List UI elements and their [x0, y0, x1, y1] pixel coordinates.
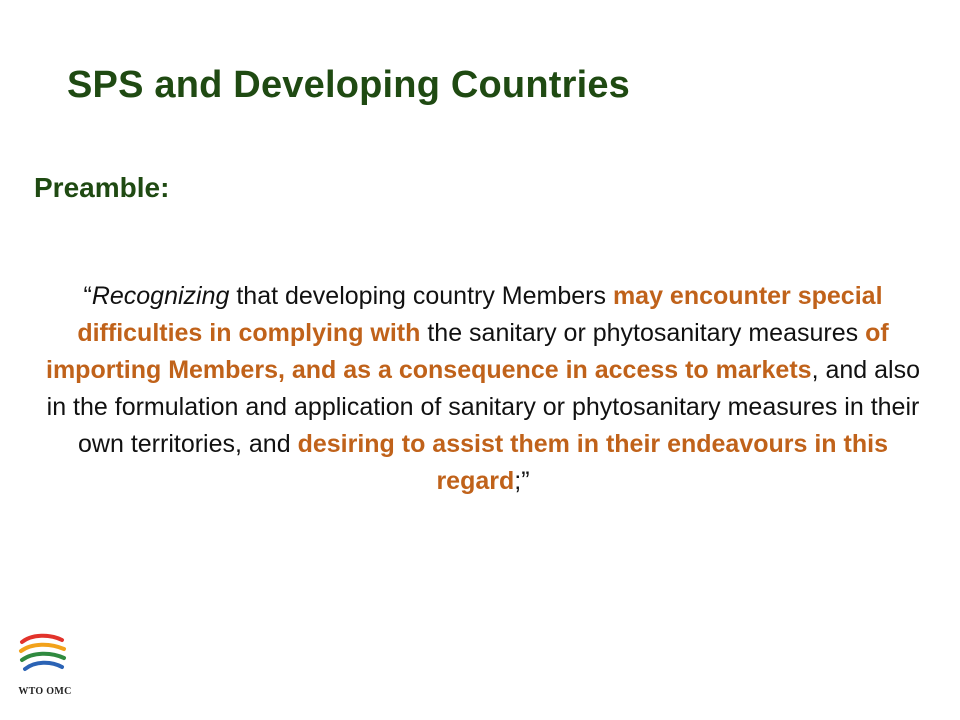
- quote-segment: ;”: [514, 467, 530, 495]
- quote-segment: that developing country Members: [229, 282, 613, 310]
- quote-segment: the sanitary or phytosanitary measures: [420, 319, 866, 347]
- wto-logo-icon: [16, 632, 74, 682]
- quote-highlight: may encounter special difficulties in complying with: [77, 282, 883, 347]
- quote-highlight: of importing Members, and as a consequence in access to markets: [46, 319, 889, 384]
- preamble-quote: [40, 278, 926, 500]
- quote-highlight: desiring to assist them in their endeavours in this regard: [297, 430, 888, 495]
- wto-logo-text: WTO OMC: [18, 686, 72, 697]
- quote-segment-italic: Recognizing: [91, 282, 230, 310]
- slide-title: SPS and Developing Countries: [67, 64, 631, 106]
- wto-logo: [12, 632, 78, 698]
- quote-segment: , and also in the formulation and application of sanitary or phytosanitary measures in their own territories, and: [46, 356, 920, 458]
- preamble-heading: Preamble:: [34, 172, 170, 203]
- quote-segment: “: [83, 282, 92, 310]
